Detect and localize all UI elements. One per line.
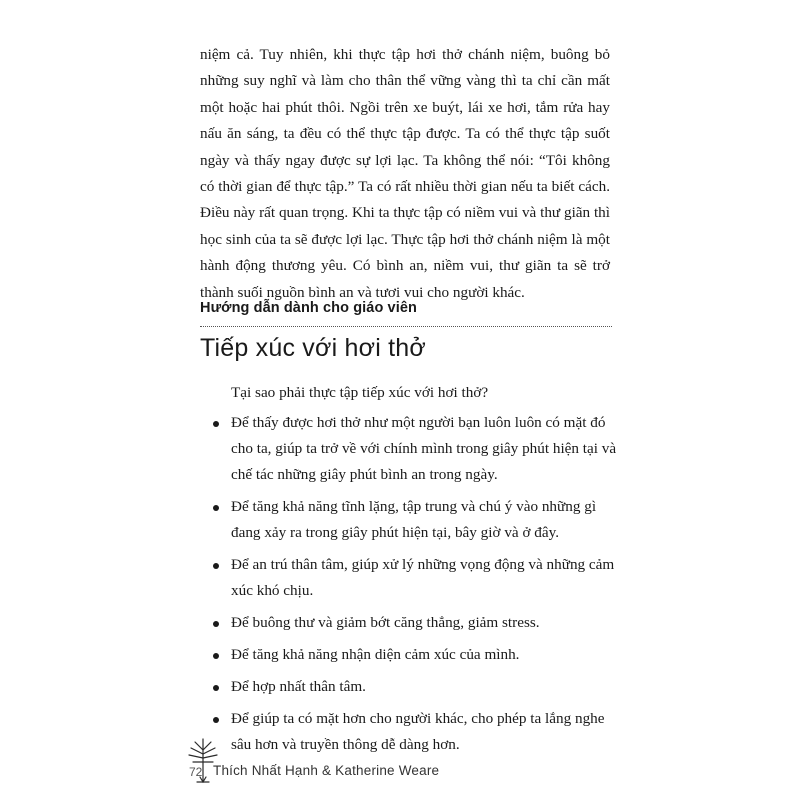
body-paragraph: niệm cả. Tuy nhiên, khi thực tập hơi thở chánh niệm, buông bỏ những suy nghĩ và làm cho thân thể vững vàng thì ta chỉ cần mất một hoặc hai phút thôi. Ngồi trên xe buýt, lái xe hơi, tắm rửa hay nấu ăn sáng, ta đều có thể thực tập được. Ta có thể thực tập suốt ngày và thấy ngay được sự lợi lạc. Ta không thể nói: “Tôi không có thời gian để thực tập.” Ta có rất nhiều thời gian nếu ta biết cách. Điều này rất quan trọng. Khi ta thực tập có niềm vui và thư giãn thì học sinh của ta sẽ được lợi lạc. Thực tập hơi thở chánh niệm là một hành động thương yêu. Có bình an, niềm vui, thư giãn ta sẽ trở thành suối nguồn bình an và tươi vui cho người khác. <box>200 46 610 301</box>
list-item <box>200 552 620 604</box>
page-footer <box>183 736 483 786</box>
list-item <box>200 494 620 546</box>
section-title: Tiếp xúc với hơi thở <box>200 334 426 362</box>
list-item <box>200 410 620 488</box>
section-question: Tại sao phải thực tập tiếp xúc với hơi thở? <box>231 384 489 401</box>
list-item-text: Để thấy được hơi thở như một người bạn luôn luôn có mặt đó cho ta, giúp ta trở về với chính mình trong giây phút hiện tại và chế tác những giây phút bình an trong ngày. <box>231 414 617 483</box>
list-item <box>200 674 620 700</box>
list-item-text: Để buông thư và giảm bớt căng thẳng, giảm stress. <box>231 614 540 631</box>
bullet-icon <box>213 685 219 691</box>
list-item-text: Để tăng khả năng nhận diện cảm xúc của mình. <box>231 646 520 663</box>
bullet-icon <box>213 421 219 427</box>
bullet-icon <box>213 621 219 627</box>
list-item-text: Để hợp nhất thân tâm. <box>231 678 366 695</box>
list-item-text: Để tăng khả năng tĩnh lặng, tập trung và chú ý vào những gì đang xảy ra trong giây phút hiện tại, bây giờ và ở đây. <box>231 498 597 541</box>
bullet-icon <box>213 653 219 659</box>
bullet-icon <box>213 717 219 723</box>
bullet-icon <box>213 563 219 569</box>
page-number: 72 <box>189 765 203 779</box>
running-footer-author: Thích Nhất Hạnh & Katherine Weare <box>213 763 440 778</box>
section-label: Hướng dẫn dành cho giáo viên <box>200 300 417 316</box>
bullet-icon <box>213 505 219 511</box>
reasons-list <box>200 410 620 764</box>
list-item <box>200 642 620 668</box>
list-item-text: Để an trú thân tâm, giúp xử lý những vọng động và những cảm xúc khó chịu. <box>231 556 615 599</box>
list-item <box>200 610 620 636</box>
dotted-divider <box>200 326 612 327</box>
list-item-text: Để giúp ta có mặt hơn cho người khác, cho phép ta lắng nghe sâu hơn và truyền thông dễ dàng hơn. <box>231 710 605 753</box>
